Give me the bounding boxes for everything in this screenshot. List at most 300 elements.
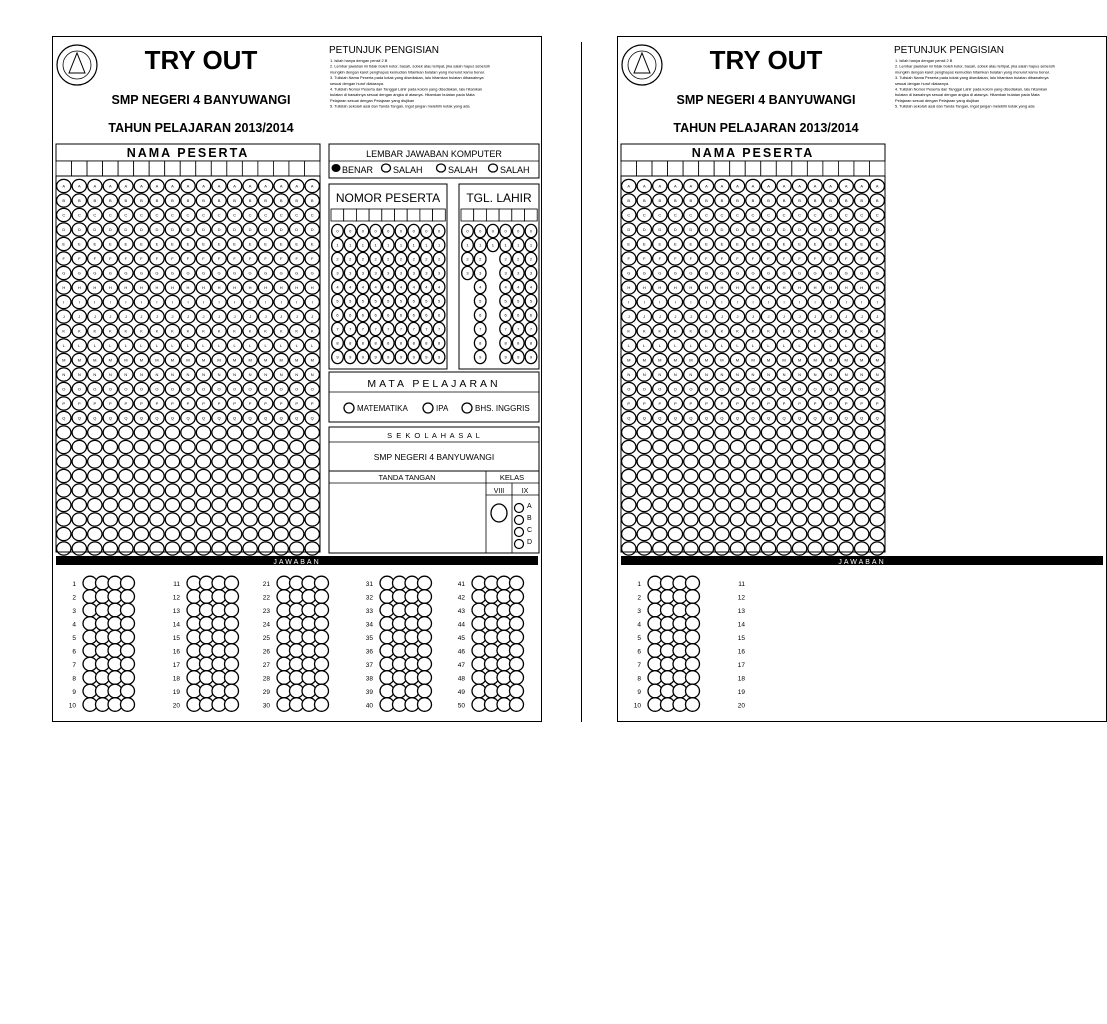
instruction-line: 1. Isilah hanya dengan pensil 2 B xyxy=(895,58,953,63)
name-bubble xyxy=(777,455,791,468)
name-bubble xyxy=(305,455,319,468)
nomor-bubble-label: 0 xyxy=(387,228,390,234)
name-bubble xyxy=(150,455,164,468)
name-bubble-label: K xyxy=(689,328,693,334)
tgl-bubble-label: 2 xyxy=(504,256,507,262)
name-bubble xyxy=(258,484,272,497)
name-bubble xyxy=(622,426,636,439)
name-bubble-label: M xyxy=(704,357,709,363)
name-bubble xyxy=(823,527,837,540)
kelas-class-bubble xyxy=(515,504,524,513)
name-bubble xyxy=(290,484,304,497)
name-bubble-label: Q xyxy=(813,415,817,421)
nomor-bubble-label: 6 xyxy=(374,312,377,318)
name-bubble-label: F xyxy=(109,256,112,262)
name-bubble-label: I xyxy=(311,299,313,305)
answer-bubble xyxy=(510,684,524,698)
name-bubble xyxy=(839,455,853,468)
name-bubble-label: H xyxy=(844,285,848,291)
name-bubble-label: M xyxy=(263,357,268,363)
name-bubble-label: M xyxy=(844,357,848,363)
mapel-option-label: BHS. INGGRIS xyxy=(475,404,530,413)
name-bubble-label: H xyxy=(704,285,708,291)
answer-bubble xyxy=(510,630,524,644)
name-bubble-label: F xyxy=(798,256,801,262)
nomor-bubble-label: 4 xyxy=(374,284,377,290)
name-bubble-label: B xyxy=(844,198,848,204)
name-bubble-label: E xyxy=(202,241,205,247)
name-bubble-label: L xyxy=(751,343,755,349)
name-bubble-label: C xyxy=(233,212,237,218)
name-bubble-label: Q xyxy=(844,415,848,421)
salah-mark-2 xyxy=(437,164,446,172)
name-bubble-label: F xyxy=(140,256,143,262)
name-bubble-label: F xyxy=(295,256,298,262)
name-bubble-label: M xyxy=(720,357,724,363)
name-bubble xyxy=(134,542,148,555)
name-bubble xyxy=(699,426,713,439)
question-number: 3 xyxy=(637,608,641,615)
name-bubble-label: J xyxy=(295,314,298,320)
name-bubble-label: M xyxy=(310,357,314,363)
name-bubble xyxy=(839,542,853,555)
name-bubble-label: L xyxy=(93,343,96,349)
name-bubble-label: C xyxy=(77,212,81,218)
name-bubble-label: E xyxy=(736,241,739,247)
name-bubble-label: C xyxy=(108,212,112,218)
name-bubble-label: K xyxy=(310,328,314,334)
name-bubble-label: O xyxy=(704,386,708,392)
name-bubble-label: B xyxy=(264,198,267,204)
name-bubble xyxy=(684,527,698,540)
name-bubble-label: A xyxy=(124,183,128,189)
name-bubble-label: Q xyxy=(860,415,864,421)
tgl-bubble-label: 2 xyxy=(517,256,520,262)
answer-bubble xyxy=(418,603,432,617)
name-bubble-label: E xyxy=(264,241,267,247)
name-bubble xyxy=(134,469,148,482)
name-bubble-label: C xyxy=(704,212,708,218)
name-bubble-label: J xyxy=(814,314,817,320)
question-number: 2 xyxy=(637,594,641,602)
name-bubble xyxy=(150,527,164,540)
nomor-bubble-label: 9 xyxy=(374,354,377,360)
name-bubble xyxy=(715,542,729,555)
name-bubble-label: I xyxy=(140,299,142,305)
name-bubble xyxy=(808,426,822,439)
name-bubble-label: Q xyxy=(248,415,252,421)
name-bubble-label: O xyxy=(875,386,879,392)
school-year: TAHUN PELAJARAN 2013/2014 xyxy=(673,121,859,135)
name-bubble-label: H xyxy=(279,285,283,291)
name-bubble xyxy=(150,426,164,439)
name-bubble-label: N xyxy=(813,372,817,378)
name-bubble-label: F xyxy=(311,256,314,262)
nomor-bubble-label: 9 xyxy=(349,354,352,360)
question-number: 12 xyxy=(172,594,180,602)
name-bubble-label: C xyxy=(124,212,128,218)
name-letter-box xyxy=(273,161,289,176)
name-bubble-label: H xyxy=(264,285,268,291)
question-number: 13 xyxy=(172,608,180,615)
tgl-bubble-label: 7 xyxy=(529,326,533,332)
name-bubble xyxy=(699,513,713,526)
name-bubble-label: H xyxy=(202,285,205,291)
answer-bubble xyxy=(121,684,135,698)
question-number: 31 xyxy=(365,581,373,588)
name-bubble-label: K xyxy=(751,328,755,334)
question-number: 36 xyxy=(365,648,373,656)
kelas-class-label: A xyxy=(527,503,532,510)
name-bubble xyxy=(855,440,869,453)
name-bubble xyxy=(761,426,775,439)
nomor-bubble-label: 2 xyxy=(437,256,441,262)
name-bubble-label: K xyxy=(155,328,159,334)
name-bubble-label: O xyxy=(766,386,771,392)
name-bubble-label: N xyxy=(875,372,879,378)
answer-bubble xyxy=(315,617,329,631)
answer-bubble xyxy=(510,603,524,617)
name-bubble-label: H xyxy=(720,285,724,291)
question-number: 32 xyxy=(365,594,373,602)
name-bubble-label: G xyxy=(673,270,677,276)
name-bubble-label: A xyxy=(689,183,693,189)
name-letter-box xyxy=(304,161,320,176)
name-bubble-label: M xyxy=(93,357,97,363)
name-bubble-label: E xyxy=(295,241,299,247)
answer-bubble xyxy=(418,698,432,712)
name-bubble xyxy=(243,542,257,555)
tgl-bubble-label: 1 xyxy=(479,242,482,248)
answer-bubble xyxy=(418,617,432,631)
nomor-bubble-label: 8 xyxy=(399,340,403,346)
question-number: 16 xyxy=(172,648,180,656)
name-bubble-label: Q xyxy=(77,415,81,421)
name-bubble-label: Q xyxy=(93,415,97,421)
name-bubble-label: C xyxy=(202,212,205,218)
name-bubble-label: K xyxy=(627,328,631,334)
question-number: 1 xyxy=(72,581,76,588)
name-bubble-label: J xyxy=(233,314,236,320)
answer-bubble xyxy=(315,644,329,658)
answer-bubble xyxy=(315,684,329,698)
name-bubble-label: L xyxy=(798,343,801,349)
name-bubble xyxy=(622,455,636,468)
name-bubble-label: G xyxy=(658,270,662,276)
name-bubble-label: P xyxy=(642,401,646,407)
name-bubble-label: Q xyxy=(279,415,283,421)
tgl-bubble-label: 0 xyxy=(517,228,520,234)
name-bubble-label: H xyxy=(875,285,879,291)
name-bubble xyxy=(88,498,102,511)
name-bubble-label: F xyxy=(736,256,739,262)
name-bubble-label: N xyxy=(279,372,283,378)
nomor-digit-box xyxy=(344,209,357,221)
answer-bubble xyxy=(121,644,135,658)
name-bubble-label: M xyxy=(875,357,879,363)
name-bubble-label: P xyxy=(310,401,314,407)
answer-sheet-graphics xyxy=(53,37,541,721)
name-bubble xyxy=(165,527,179,540)
name-bubble xyxy=(855,455,869,468)
name-bubble xyxy=(622,469,636,482)
name-bubble-label: J xyxy=(124,314,127,320)
name-bubble xyxy=(196,426,210,439)
instruction-line: mungkin dengan karet penghapus kemudian hitamkan bulatan yang menurut kamu benar. xyxy=(330,69,485,75)
name-bubble-label: P xyxy=(186,401,190,407)
name-bubble xyxy=(103,498,117,511)
name-bubble-label: B xyxy=(658,198,662,204)
name-bubble xyxy=(730,426,744,439)
name-bubble-label: P xyxy=(77,401,81,407)
nomor-bubble-label: 5 xyxy=(399,298,403,304)
kelas-class-label: C xyxy=(527,527,533,534)
name-bubble-label: L xyxy=(845,343,848,349)
answer-bubble xyxy=(315,590,329,604)
name-bubble xyxy=(715,498,729,511)
answer-bubble xyxy=(418,684,432,698)
name-bubble xyxy=(227,498,241,511)
nomor-bubble-label: 2 xyxy=(399,256,403,262)
name-bubble-label: E xyxy=(689,241,693,247)
name-bubble xyxy=(57,455,71,468)
name-bubble-label: P xyxy=(279,401,283,407)
name-bubble xyxy=(196,484,210,497)
name-bubble-label: K xyxy=(109,328,112,334)
nomor-bubble-label: 4 xyxy=(399,284,403,290)
tgl-bubble-label: 2 xyxy=(529,256,533,262)
name-bubble xyxy=(134,513,148,526)
name-bubble-label: J xyxy=(643,314,646,320)
name-bubble-label: H xyxy=(93,285,97,291)
name-bubble xyxy=(699,527,713,540)
name-bubble-label: O xyxy=(93,386,97,392)
name-bubble xyxy=(290,455,304,468)
name-bubble xyxy=(165,542,179,555)
name-bubble-label: N xyxy=(62,372,66,378)
name-bubble-label: I xyxy=(628,299,630,305)
name-bubble xyxy=(839,440,853,453)
answer-bubble xyxy=(315,671,329,685)
nomor-bubble-label: 6 xyxy=(425,312,428,318)
name-bubble-label: M xyxy=(77,357,81,363)
name-bubble xyxy=(243,440,257,453)
name-bubble-label: P xyxy=(844,401,848,407)
answer-bubble xyxy=(121,590,135,604)
name-bubble xyxy=(212,484,226,497)
name-bubble-label: P xyxy=(155,401,159,407)
name-bubble-label: L xyxy=(829,343,832,349)
answer-bubble xyxy=(225,644,239,658)
name-bubble-label: M xyxy=(860,357,864,363)
name-bubble-label: Q xyxy=(201,415,206,421)
tgl-bubble-label: 7 xyxy=(517,326,520,332)
name-bubble xyxy=(243,498,257,511)
nomor-bubble-label: 8 xyxy=(425,340,428,346)
question-number: 47 xyxy=(457,662,465,669)
tgl-bubble-label: 3 xyxy=(466,270,469,276)
nomor-digit-box xyxy=(356,209,369,221)
tgl-bubble-label: 4 xyxy=(517,284,520,290)
name-bubble xyxy=(57,469,71,482)
name-bubble-label: M xyxy=(828,357,833,363)
mapel-option-label: MATEMATIKA xyxy=(357,404,408,413)
question-number: 9 xyxy=(72,689,76,696)
tgl-bubble-label: 9 xyxy=(529,354,533,360)
name-bubble xyxy=(165,498,179,511)
name-bubble-label: K xyxy=(93,328,97,334)
name-bubble-label: A xyxy=(279,183,283,189)
tgl-bubble-label: 3 xyxy=(479,270,482,276)
name-bubble-label: B xyxy=(124,198,128,204)
name-bubble-label: O xyxy=(139,386,143,392)
name-bubble-label: E xyxy=(829,241,832,247)
name-bubble-label: Q xyxy=(704,415,708,421)
nomor-bubble-label: 4 xyxy=(336,284,339,290)
question-number: 35 xyxy=(365,635,373,642)
name-bubble-label: J xyxy=(798,314,801,320)
kelas-viii-bubble xyxy=(491,504,507,522)
name-bubble-label: G xyxy=(233,270,237,276)
name-bubble-label: L xyxy=(674,343,677,349)
question-number: 38 xyxy=(365,675,373,683)
name-bubble xyxy=(227,440,241,453)
name-bubble xyxy=(243,469,257,482)
name-bubble-label: B xyxy=(248,198,252,204)
name-bubble xyxy=(699,440,713,453)
name-bubble-label: I xyxy=(187,299,189,305)
name-bubble-label: H xyxy=(782,285,786,291)
instruction-line: sesuai dengan huruf diatasnya. xyxy=(895,80,950,86)
answer-bubble xyxy=(686,603,700,617)
name-bubble-label: N xyxy=(720,372,724,378)
name-bubble xyxy=(181,542,195,555)
name-bubble-label: H xyxy=(62,285,66,291)
name-bubble xyxy=(870,542,884,555)
name-bubble xyxy=(792,469,806,482)
name-bubble xyxy=(808,513,822,526)
instruction-line: Pelajaran sesuai dengan Pelajaran yang diujikan xyxy=(895,97,980,103)
name-bubble xyxy=(761,455,775,468)
name-bubble-label: O xyxy=(860,386,864,392)
name-bubble xyxy=(103,469,117,482)
answer-bubble xyxy=(418,630,432,644)
name-bubble-label: D xyxy=(767,227,770,233)
name-bubble xyxy=(258,426,272,439)
name-bubble-label: D xyxy=(62,227,66,233)
name-bubble-label: D xyxy=(108,227,112,233)
name-bubble-label: Q xyxy=(751,415,755,421)
nomor-bubble-label: 7 xyxy=(425,326,428,332)
name-bubble-label: L xyxy=(689,343,692,349)
name-bubble-label: E xyxy=(767,241,770,247)
name-bubble xyxy=(622,498,636,511)
name-bubble-label: E xyxy=(171,241,174,247)
nomor-bubble-label: 4 xyxy=(361,284,365,290)
name-bubble xyxy=(668,440,682,453)
name-bubble-label: N xyxy=(124,372,128,378)
name-bubble-label: P xyxy=(798,401,801,407)
name-bubble-label: P xyxy=(171,401,174,407)
name-bubble-label: Q xyxy=(642,415,646,421)
name-bubble-label: I xyxy=(265,299,267,305)
name-bubble-label: B xyxy=(202,198,205,204)
tgl-bubble-label: 9 xyxy=(479,354,482,360)
answer-bubble xyxy=(225,698,239,712)
name-bubble xyxy=(808,498,822,511)
name-bubble-label: N xyxy=(642,372,646,378)
answer-bubble xyxy=(418,576,432,590)
name-bubble-label: B xyxy=(782,198,786,204)
name-bubble xyxy=(792,426,806,439)
name-bubble-label: H xyxy=(658,285,662,291)
name-bubble-label: I xyxy=(845,299,847,305)
name-letter-box xyxy=(103,161,119,176)
name-bubble-label: A xyxy=(93,183,97,189)
name-bubble-label: L xyxy=(171,343,174,349)
name-bubble xyxy=(637,498,651,511)
name-bubble xyxy=(761,469,775,482)
name-bubble-label: L xyxy=(280,343,283,349)
name-bubble-label: H xyxy=(689,285,693,291)
instruction-line: 4. Tulislah Nomor Peserta dan Tanggal Lahir pada kolom yang disediakan, lalu hitamkan xyxy=(895,86,1048,92)
name-bubble-label: L xyxy=(767,343,770,349)
name-bubble-label: K xyxy=(829,328,832,334)
question-number: 17 xyxy=(172,662,180,669)
name-bubble-label: J xyxy=(187,314,189,320)
name-bubble-label: K xyxy=(140,328,143,334)
name-bubble-label: M xyxy=(751,357,755,363)
name-bubble-label: F xyxy=(202,256,205,262)
name-bubble-label: O xyxy=(310,386,314,392)
name-bubble-label: F xyxy=(876,256,879,262)
nomor-bubble-label: 3 xyxy=(349,270,352,276)
name-bubble-label: B xyxy=(77,198,81,204)
instruction-line: Pelajaran sesuai dengan Pelajaran yang diujikan xyxy=(330,97,415,103)
question-number: 48 xyxy=(457,675,465,683)
name-bubble-label: G xyxy=(704,270,708,276)
answer-bubble xyxy=(686,657,700,671)
question-number: 23 xyxy=(262,608,270,615)
name-bubble-label: K xyxy=(844,328,848,334)
name-bubble xyxy=(792,440,806,453)
name-bubble xyxy=(72,440,86,453)
answer-bubble xyxy=(121,576,135,590)
tgl-digit-box xyxy=(461,209,474,221)
name-bubble-label: D xyxy=(264,227,268,233)
name-bubble-label: O xyxy=(217,386,221,392)
name-bubble xyxy=(699,469,713,482)
name-bubble-label: C xyxy=(720,212,724,218)
name-bubble xyxy=(165,426,179,439)
name-bubble xyxy=(134,426,148,439)
name-bubble-label: J xyxy=(845,314,848,320)
name-bubble xyxy=(684,542,698,555)
name-bubble-label: G xyxy=(751,270,755,276)
name-bubble-label: Q xyxy=(233,415,237,421)
name-bubble-label: E xyxy=(233,241,236,247)
name-bubble-label: I xyxy=(63,299,65,305)
answer-bubble xyxy=(510,657,524,671)
name-bubble-label: M xyxy=(186,357,190,363)
name-bubble-label: G xyxy=(155,270,159,276)
name-bubble-label: N xyxy=(673,372,677,378)
name-bubble-label: C xyxy=(279,212,283,218)
answer-bubble xyxy=(686,684,700,698)
name-bubble-label: B xyxy=(155,198,159,204)
question-number: 46 xyxy=(457,648,465,656)
name-bubble-label: G xyxy=(766,270,771,276)
